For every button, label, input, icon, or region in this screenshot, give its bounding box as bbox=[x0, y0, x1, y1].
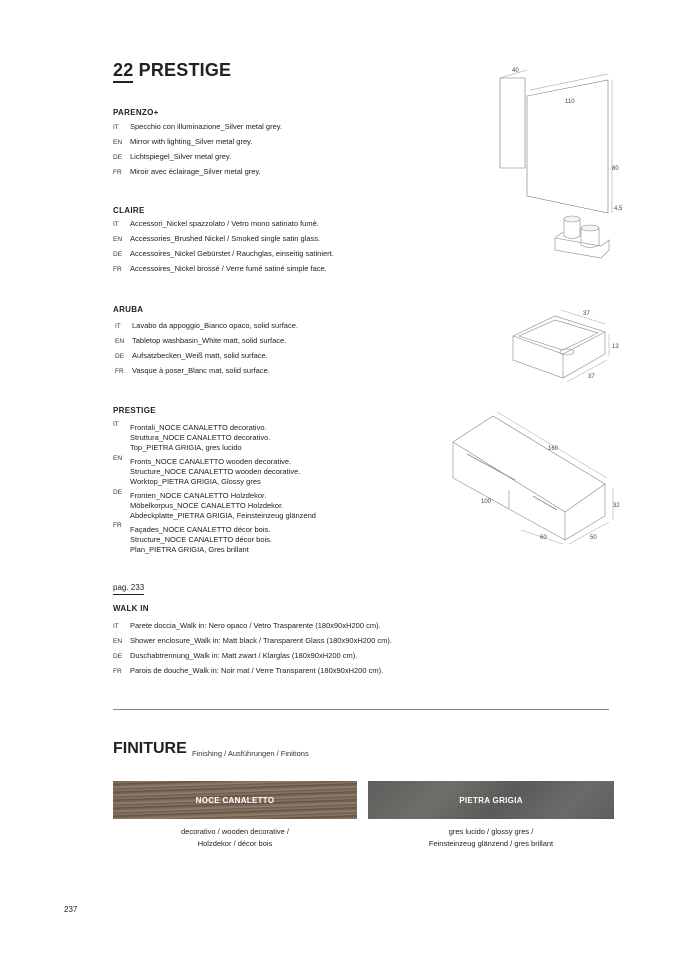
divider bbox=[113, 709, 609, 710]
dim-label: 37 bbox=[588, 374, 595, 380]
walkin-heading: WALK IN bbox=[113, 604, 149, 613]
list-item: IT Accessori_Nickel spazzolato / Vetro mono satinato fumè. bbox=[113, 219, 319, 228]
aruba-heading: ARUBA bbox=[113, 305, 144, 314]
list-item: FR Miroir avec éclairage_Silver metal grey. bbox=[113, 167, 261, 176]
page-reference: pag. 233 bbox=[113, 583, 144, 595]
list-item: EN Accessories_Brushed Nickel / Smoked single satin glass. bbox=[113, 234, 321, 243]
list-item: EN Shower enclosure_Walk in: Matt black / Transparent Glass (180x90xH200 cm). bbox=[113, 636, 392, 645]
list-item: DE Duschabtrennung_Walk in: Matt zwart / Klarglas (180x90xH200 cm). bbox=[113, 651, 358, 660]
dim-label: 100 bbox=[481, 499, 492, 505]
list-item: FR Vasque à poser_Blanc mat, solid surface. bbox=[115, 366, 270, 375]
swatch-label: PIETRA GRIGIA bbox=[459, 795, 523, 805]
dim-label: 4,5 bbox=[614, 206, 623, 212]
dim-label: 37 bbox=[583, 311, 590, 317]
aruba-list bbox=[115, 321, 298, 377]
dim-label: 60 bbox=[540, 535, 547, 541]
cabinet-drawing bbox=[445, 412, 620, 547]
swatch-caption: decorativo / wooden decorative / Holzdekor / décor bois bbox=[181, 827, 289, 848]
list-item: Fronts_NOCE CANALETTO wooden decorative. Structure_NOCE CANALETTO wooden decorative. Worktop_PIETRA GRIGIA, Glossy gres bbox=[130, 457, 301, 486]
finiture-subtitle: Finishing / Ausführungen / Finitions bbox=[192, 749, 309, 758]
list-item: DE Accessoires_Nickel Gebürstet / Rauchglas, einseitig satiniert. bbox=[113, 249, 334, 258]
lang-code: FR bbox=[113, 522, 122, 529]
walkin-list bbox=[113, 621, 392, 677]
swatch-noce-canaletto bbox=[113, 781, 357, 819]
list-item: IT Lavabo da appoggio_Bianco opaco, solid surface. bbox=[115, 321, 298, 330]
claire-heading: CLAIRE bbox=[113, 206, 145, 215]
list-item: EN Tabletop washbasin_White matt, solid surface. bbox=[115, 336, 287, 345]
prestige-heading: PRESTIGE bbox=[113, 406, 156, 415]
page-title bbox=[113, 60, 231, 81]
lang-code: EN bbox=[113, 455, 123, 462]
list-item: IT Specchio con illuminazione_Silver metal grey. bbox=[113, 122, 283, 131]
dim-label: 40 bbox=[512, 68, 519, 74]
finiture-heading: FINITURE bbox=[113, 740, 187, 757]
dim-label: 160 bbox=[548, 446, 559, 452]
list-item: FR Parois de douche_Walk in: Noir mat / Verre Transparent (180x90xH200 cm). bbox=[113, 666, 384, 675]
dim-label: 50 bbox=[590, 535, 597, 541]
dim-label: 32 bbox=[613, 503, 620, 509]
swatch-caption: gres lucido / glossy gres / Feinsteinzeug glänzend / gres brillant bbox=[428, 827, 554, 848]
claire-list bbox=[113, 219, 334, 275]
list-item: Façades_NOCE CANALETTO décor bois. Structure_NOCE CANALETTO décor bois. Plan_PIETRA GRIGIA, Gres brillant bbox=[130, 525, 272, 554]
list-item: Frontali_NOCE CANALETTO decorativo. Struttura_NOCE CANALETTO decorativo. Top_PIETRA GRIGIA, gres lucido bbox=[130, 423, 271, 452]
list-item: Fronten_NOCE CANALETTO Holzdekor. Möbelkorpus_NOCE CANALETTO Holzdekor. Abdeckplatte_PIETRA GRIGIA, Feinsteinzeug glänzend bbox=[130, 491, 316, 520]
washbasin-drawing bbox=[505, 308, 615, 388]
dim-label: 110 bbox=[565, 99, 575, 105]
lang-code: DE bbox=[113, 489, 123, 496]
accessories-drawing bbox=[553, 212, 613, 262]
list-item: DE Lichtspiegel_Silver metal grey. bbox=[113, 152, 232, 161]
list-item: IT Parete doccia_Walk in: Nero opaco / Vetro Trasparente (180x90xH200 cm). bbox=[113, 621, 381, 630]
mirror-drawing bbox=[490, 68, 630, 218]
parenzo-heading: PARENZO+ bbox=[113, 108, 159, 117]
list-item: DE Aufsatzbecken_Weiß matt, solid surface. bbox=[115, 351, 268, 360]
dim-label: 13 bbox=[612, 344, 619, 350]
title-name: PRESTIGE bbox=[138, 60, 232, 80]
page-number: 237 bbox=[64, 905, 78, 914]
swatch-label: NOCE CANALETTO bbox=[195, 795, 275, 805]
lang-code: IT bbox=[113, 421, 119, 428]
dim-label: 80 bbox=[612, 166, 619, 172]
swatch-pietra-grigia bbox=[368, 781, 614, 819]
list-item: FR Accessoires_Nickel brossé / Verre fumé satiné simple face. bbox=[113, 264, 327, 273]
list-item: EN Mirror with lighting_Silver metal grey. bbox=[113, 137, 253, 146]
title-number: 22 bbox=[113, 60, 133, 83]
parenzo-list bbox=[113, 122, 282, 178]
